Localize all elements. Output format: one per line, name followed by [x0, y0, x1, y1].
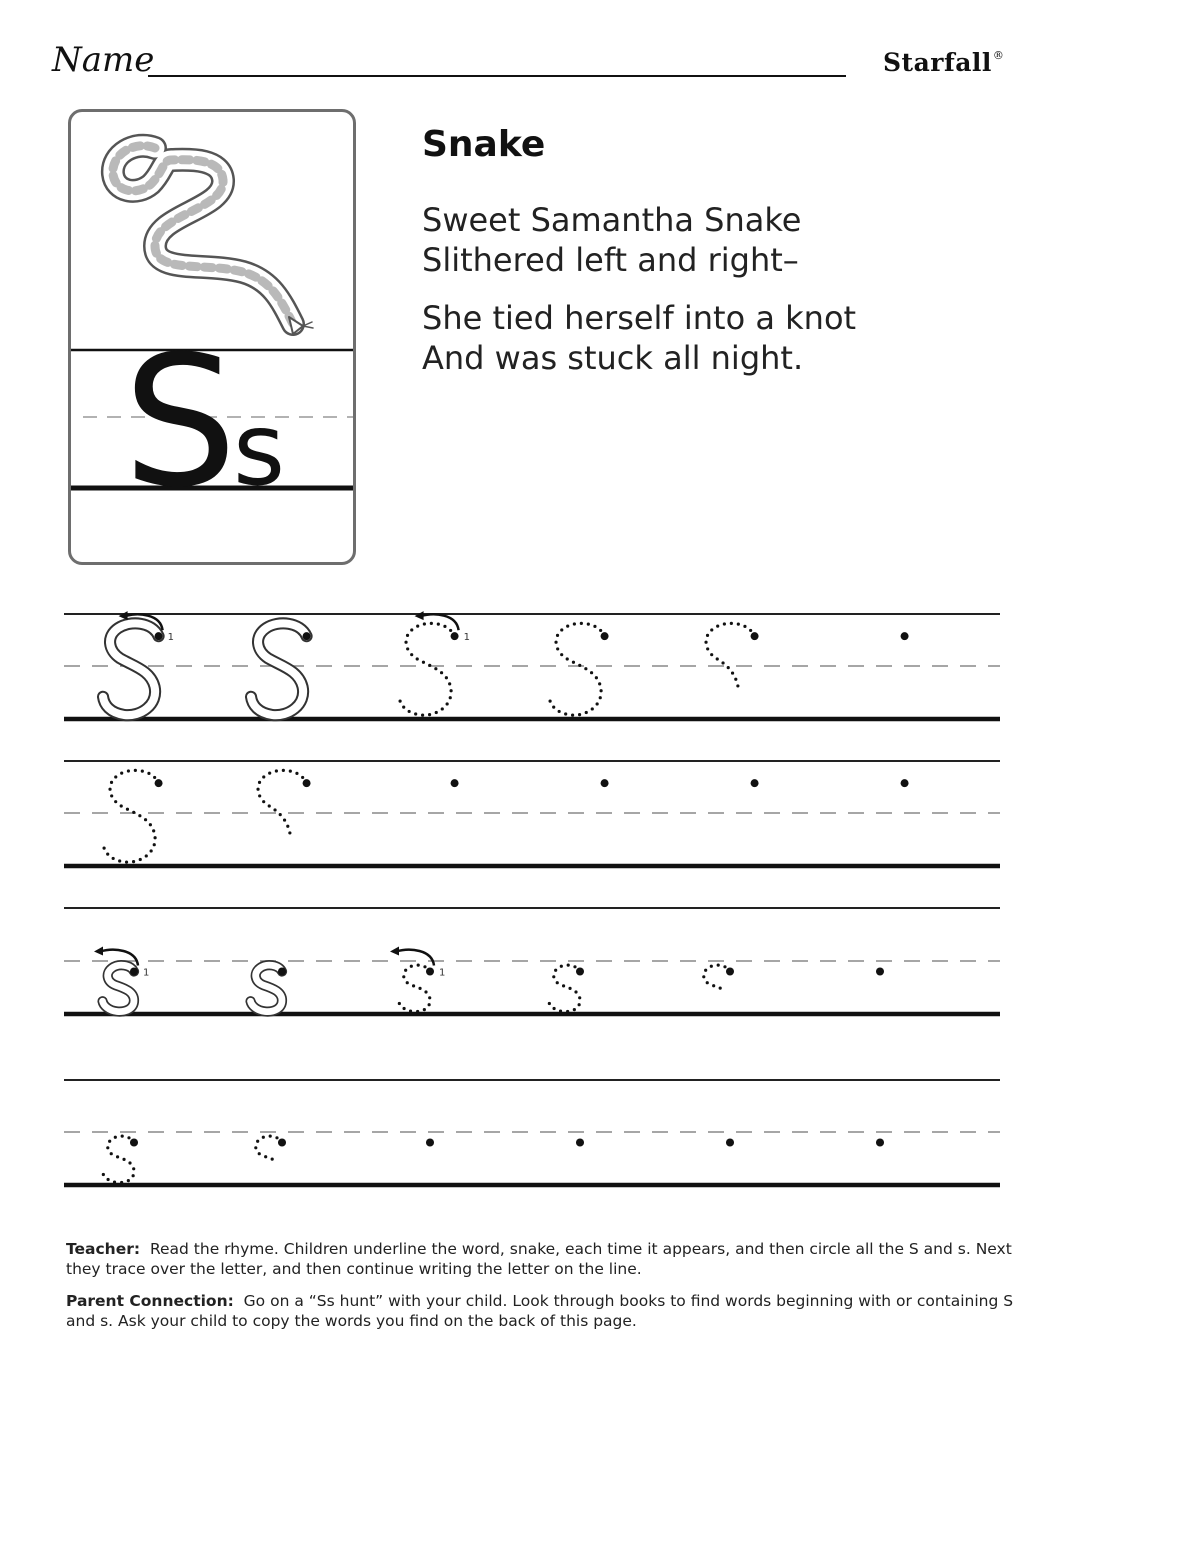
letter-cell-dotted-with-arrow[interactable]: [390, 947, 445, 1012]
brand-name: Starfall: [883, 48, 992, 77]
arrow-head: [415, 611, 424, 620]
letter-cell-dotted-partial[interactable]: [704, 965, 734, 990]
practice-row[interactable]: [64, 611, 1000, 719]
parent-note: [66, 1291, 1026, 1331]
start-dot: [901, 632, 909, 640]
start-dot: [576, 968, 584, 976]
start-dot: [130, 1139, 138, 1147]
practice-row[interactable]: [64, 908, 1000, 1014]
start-dot: [130, 968, 138, 976]
direction-arrow: [396, 950, 434, 966]
teacher-note: [66, 1239, 1026, 1279]
start-dot: [576, 1139, 584, 1147]
start-dot: [155, 632, 163, 640]
stroke-number: 1: [439, 967, 446, 979]
start-dot: [451, 632, 459, 640]
letter-cell-outline[interactable]: [251, 623, 311, 715]
start-dot: [726, 1139, 734, 1147]
letter-cell-dotted-partial[interactable]: [706, 623, 759, 688]
start-dot: [601, 779, 609, 787]
letter-cell-dotted[interactable]: [103, 1136, 138, 1182]
practice-row[interactable]: [64, 1080, 1000, 1185]
start-dot: [901, 779, 909, 787]
start-dot: [303, 632, 311, 640]
letter-cell-dotted-partial[interactable]: [258, 770, 311, 835]
start-dot: [303, 779, 311, 787]
start-dot: [601, 632, 609, 640]
arrow-head: [390, 947, 399, 956]
arrow-head: [119, 611, 128, 620]
start-dot: [426, 1139, 434, 1147]
start-dot: [726, 968, 734, 976]
letter-cell-start-dot[interactable]: [601, 779, 609, 787]
letter-cell-outline-with-arrow[interactable]: [94, 947, 149, 1012]
teacher-label: Teacher:: [66, 1240, 141, 1258]
parent-label: Parent Connection:: [66, 1292, 234, 1310]
start-dot: [426, 968, 434, 976]
letter-cell-start-dot[interactable]: [576, 1139, 584, 1147]
start-dot: [155, 779, 163, 787]
poem-title: Snake: [422, 124, 546, 165]
letter-cell-outline[interactable]: [251, 965, 286, 1011]
stroke-number: 1: [143, 967, 150, 979]
start-dot: [278, 1139, 286, 1147]
poem-line: And was stuck all night.: [422, 339, 804, 377]
letter-cell-dotted[interactable]: [549, 965, 584, 1011]
letter-cell-start-dot[interactable]: [726, 1139, 734, 1147]
name-label: Name: [52, 40, 155, 80]
letter-cell-dotted-partial[interactable]: [256, 1136, 286, 1161]
letter-cell-dotted-with-arrow[interactable]: [399, 611, 470, 715]
uppercase-letter: S: [123, 318, 238, 527]
letter-cell-start-dot[interactable]: [901, 779, 909, 787]
start-dot: [751, 779, 759, 787]
letter-cell-start-dot[interactable]: [876, 1139, 884, 1147]
teacher-text: Read the rhyme. Children underline the word, snake, each time it appears, and then circle all the S and s. Next they trace over the letter, and then continue writing the letter on the line.: [66, 1240, 1012, 1278]
letter-cell-dotted[interactable]: [103, 770, 163, 862]
stroke-number: 1: [167, 632, 174, 644]
practice-row[interactable]: [64, 761, 1000, 866]
poem-line: She tied herself into a knot: [422, 299, 857, 337]
poem-line: Sweet Samantha Snake: [422, 201, 802, 239]
direction-arrow: [421, 614, 459, 630]
start-dot: [751, 632, 759, 640]
letter-cell-start-dot[interactable]: [901, 632, 909, 640]
letter-cell-start-dot[interactable]: [876, 968, 884, 976]
registered-mark: ®: [992, 49, 1005, 62]
parent-text: Go on a “Ss hunt” with your child. Look through books to find words beginning with or containing S and s. Ask your child to copy the words you find on the back of this page.: [66, 1292, 1014, 1330]
start-dot: [876, 968, 884, 976]
stroke-number: 1: [463, 632, 470, 644]
start-dot: [451, 779, 459, 787]
start-dot: [278, 968, 286, 976]
start-dot: [876, 1139, 884, 1147]
letter-cell-start-dot[interactable]: [426, 1139, 434, 1147]
lowercase-letter: s: [233, 391, 286, 508]
letter-cell-dotted[interactable]: [549, 623, 609, 715]
arrow-head: [94, 947, 103, 956]
letter-cell-start-dot[interactable]: [451, 779, 459, 787]
poem-line: Slithered left and right–: [422, 241, 799, 279]
letter-cell-start-dot[interactable]: [751, 779, 759, 787]
letter-cell-outline-with-arrow[interactable]: [103, 611, 174, 715]
